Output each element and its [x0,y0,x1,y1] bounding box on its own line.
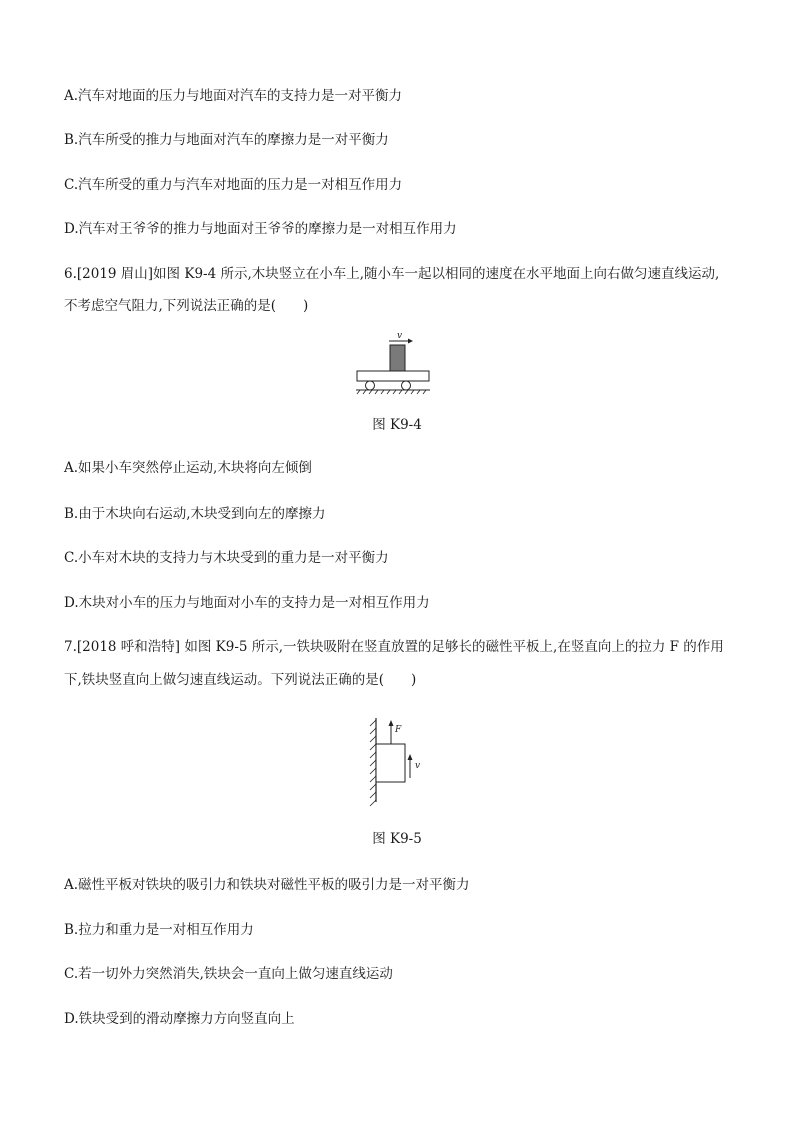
q7-option-d: D.铁块受到的滑动摩擦力方向竖直向上 [64,1011,295,1027]
q6-option-a: A.如果小车突然停止运动,木块将向左倾倒 [64,460,312,476]
q7-option-b: B.拉力和重力是一对相互作用力 [64,922,254,938]
q6-option-d: D.木块对小车的压力与地面对小车的支持力是一对相互作用力 [64,595,430,611]
q6-option-b: B.由于木块向右运动,木块受到向左的摩擦力 [64,506,326,522]
q7-velocity-label: v [415,761,421,771]
q6-figure-caption: 图 K9-4 [372,417,422,433]
prev-option-d: D.汽车对王爷爷的推力与地面对王爷爷的摩擦力是一对相互作用力 [64,221,457,237]
prev-option-b: B.汽车所受的推力与地面对汽车的摩擦力是一对平衡力 [64,132,389,148]
q7-stem-line2: 下,铁块竖直向上做匀速直线运动。下列说法正确的是( ) [64,672,417,688]
prev-option-c: C.汽车所受的重力与汽车对地面的压力是一对相互作用力 [64,177,403,193]
q6-stem-line2: 不考虑空气阻力,下列说法正确的是( ) [64,298,309,314]
q7-option-c: C.若一切外力突然消失,铁块会一直向上做匀速直线运动 [64,966,393,982]
q7-option-a: A.磁性平板对铁块的吸引力和铁块对磁性平板的吸引力是一对平衡力 [64,877,470,893]
q6-velocity-label: v [397,331,403,341]
figure-k9-5-magnetic-plate [364,712,424,806]
q7-force-label: F [395,725,402,735]
q7-figure-caption: 图 K9-5 [372,831,422,847]
q6-option-c: C.小车对木块的支持力与木块受到的重力是一对平衡力 [64,550,389,566]
q6-stem-line1: 6.[2019 眉山]如图 K9-4 所示,木块竖立在小车上,随小车一起以相同的速度在水平地面上向右做匀速直线运动, [64,266,720,282]
prev-option-a: A.汽车对地面的压力与地面对汽车的支持力是一对平衡力 [64,88,403,104]
figure-k9-4-cart-block [352,330,432,394]
q7-stem-line1: 7.[2018 呼和浩特] 如图 K9-5 所示,一铁块吸附在竖直放置的足够长的磁性平板上,在竖直向上的拉力 F 的作用 [64,639,724,655]
